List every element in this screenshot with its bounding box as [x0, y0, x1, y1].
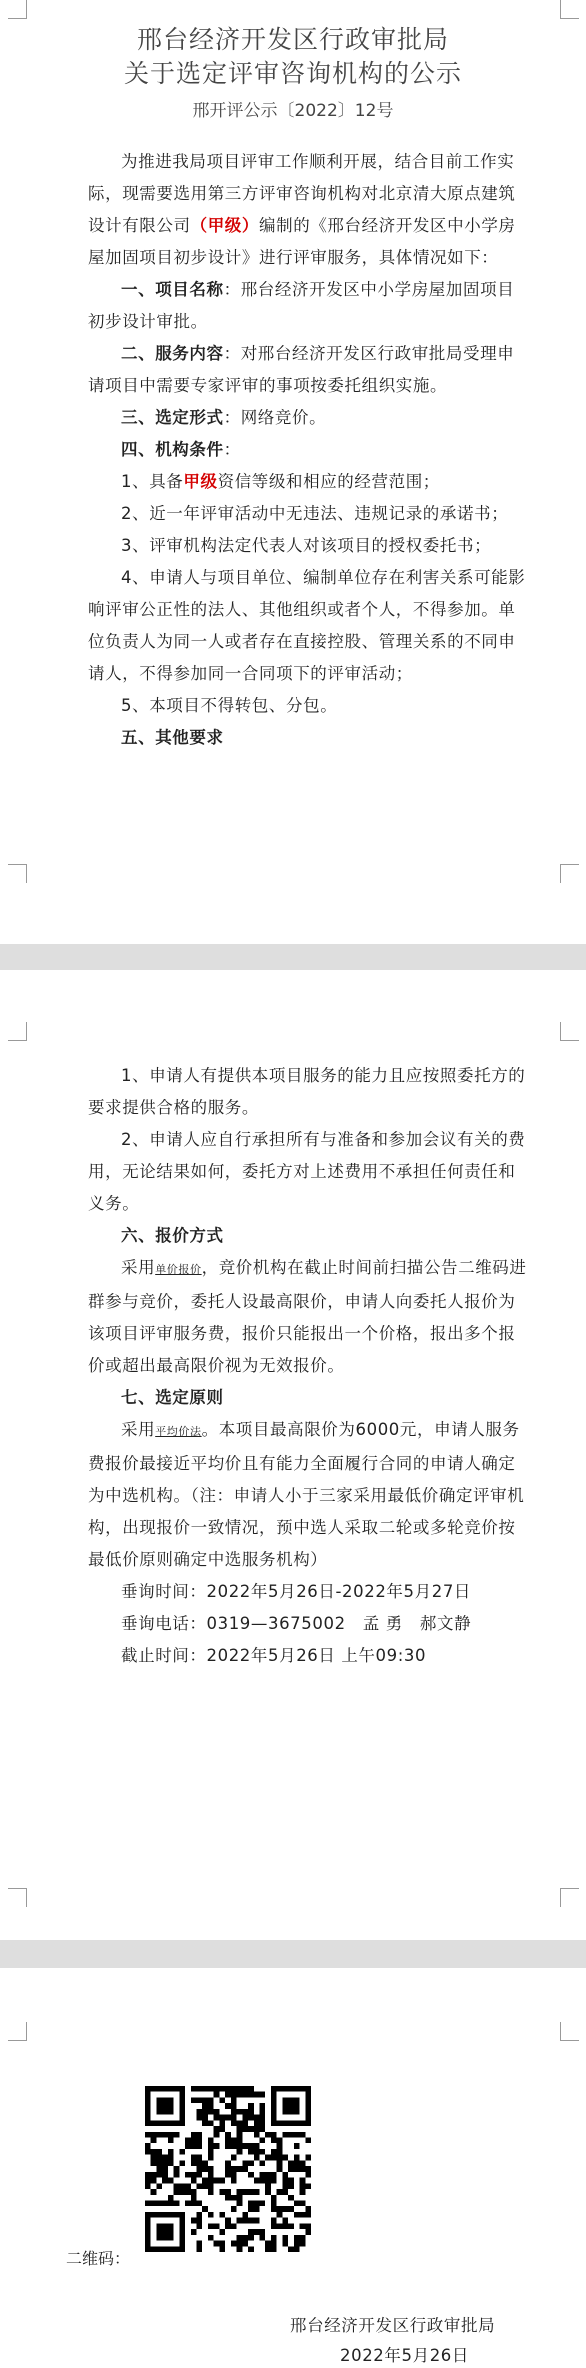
section-quote-method: 六、报价方式	[121, 1226, 224, 1245]
section-heading: 二、服务内容	[121, 344, 224, 363]
method-label: 单价报价	[155, 1263, 202, 1276]
document-number: 邢开评公示〔2022〕12号	[192, 101, 394, 121]
section-selection-form	[88, 402, 528, 434]
section-text: 。本项目最高限价为6000元，申请人服务费报价最接近平均价且有能力全面履行合同的申请人确定为中选机构。（注：申请人小于三家采用最低价确定评审机构，出现报价一致情况，预中选人采取二轮或多轮竞价按最低价原则确定中选服务机构）	[88, 1420, 525, 1569]
section-other-requirements: 五、其他要求	[121, 728, 224, 747]
intro-text: 编制的《邢台经济开发区中小学房屋加固项目初步设计》进行评审服务，具体情况如下：	[88, 216, 516, 267]
section-heading: 四、机构条件	[121, 440, 224, 459]
section-heading: 一、项目名称	[121, 280, 224, 299]
document-title: 邢台经济开发区行政审批局	[136, 25, 449, 54]
section-text: 采用	[121, 1420, 156, 1439]
condition-item: 5、本项目不得转包、分包。	[121, 696, 338, 715]
intro-paragraph	[88, 146, 528, 274]
signature-date: 2022年5月26日	[340, 2346, 469, 2365]
selection-principle-text	[88, 1414, 528, 1576]
inquiry-phone: 垂询电话：0319—3675002 孟 勇 郝文静	[121, 1614, 472, 1633]
crop-mark	[8, 1022, 27, 1041]
section-text: ：网络竞价。	[223, 408, 327, 427]
section-service-content	[88, 338, 528, 402]
signature-organization: 邢台经济开发区行政审批局	[290, 2316, 496, 2335]
condition-item: 3、评审机构法定代表人对该项目的授权委托书；	[121, 536, 492, 555]
quote-method-text	[88, 1252, 528, 1382]
crop-mark	[560, 0, 579, 19]
section-text: 采用	[121, 1258, 156, 1277]
crop-mark	[560, 1888, 579, 1907]
page1-body	[88, 146, 528, 754]
inquiry-time: 垂询时间：2022年5月26日-2022年5月27日	[121, 1582, 472, 1601]
document-subtitle: 关于选定评审咨询机构的公示	[123, 59, 462, 88]
qr-label: 二维码：	[66, 2249, 131, 2268]
intro-text: 为推进我局项目评审工作顺利开展，结合目前工作实际，现需要选用第三方评审咨询机构对北京清大原点建筑设计有限公司	[88, 152, 516, 235]
crop-mark	[560, 864, 579, 883]
crop-mark	[560, 1022, 579, 1041]
condition-item	[88, 466, 528, 498]
crop-mark	[8, 2022, 27, 2041]
condition-text: 1、具备	[121, 472, 184, 491]
qr-code[interactable]	[145, 2086, 311, 2252]
grade-highlight: （甲级）	[190, 216, 260, 235]
crop-mark	[8, 1888, 27, 1907]
section-heading: 三、选定形式	[121, 408, 224, 427]
condition-item: 2、近一年评审活动中无违法、违规记录的承诺书；	[121, 504, 509, 523]
crop-mark	[8, 0, 27, 19]
section-conditions	[88, 434, 528, 466]
grade-highlight: 甲级	[183, 472, 218, 491]
page2-body	[88, 1060, 528, 1672]
section-text: ：邢台经济开发区中小学房屋加固项目初步设计审批。	[88, 280, 515, 331]
section-project-name	[88, 274, 528, 338]
section-selection-principle: 七、选定原则	[121, 1388, 224, 1407]
condition-text: 资信等级和相应的经营范围；	[217, 472, 440, 491]
crop-mark	[8, 864, 27, 883]
requirement-item: 2、申请人应自行承担所有与准备和参加会议有关的费用，无论结果如何，委托方对上述费用不承担任何责任和义务。	[88, 1130, 526, 1213]
deadline: 截止时间：2022年5月26日 上午09:30	[121, 1646, 427, 1665]
section-text: ：	[223, 440, 241, 459]
crop-mark	[560, 2022, 579, 2041]
method-label: 平均价法	[155, 1425, 202, 1438]
section-text: ：对邢台经济开发区行政审批局受理申请项目中需要专家评审的事项按委托组织实施。	[88, 344, 515, 395]
condition-item: 4、申请人与项目单位、编制单位存在利害关系可能影响评审公正性的法人、其他组织或者个人，不得参加。单位负责人为同一人或者存在直接控股、管理关系的不同申请人，不得参加同一合同项下的评审活动；	[88, 568, 526, 683]
section-text: ，竞价机构在截止时间前扫描公告二维码进群参与竞价，委托人设最高限价，申请人向委托人报价为该项目评审服务费，报价只能报出一个价格，报出多个报价或超出最高限价视为无效报价。	[88, 1258, 527, 1375]
page-separator	[0, 1940, 586, 1968]
page-separator	[0, 944, 586, 970]
requirement-item: 1、申请人有提供本项目服务的能力且应按照委托方的要求提供合格的服务。	[88, 1066, 526, 1117]
